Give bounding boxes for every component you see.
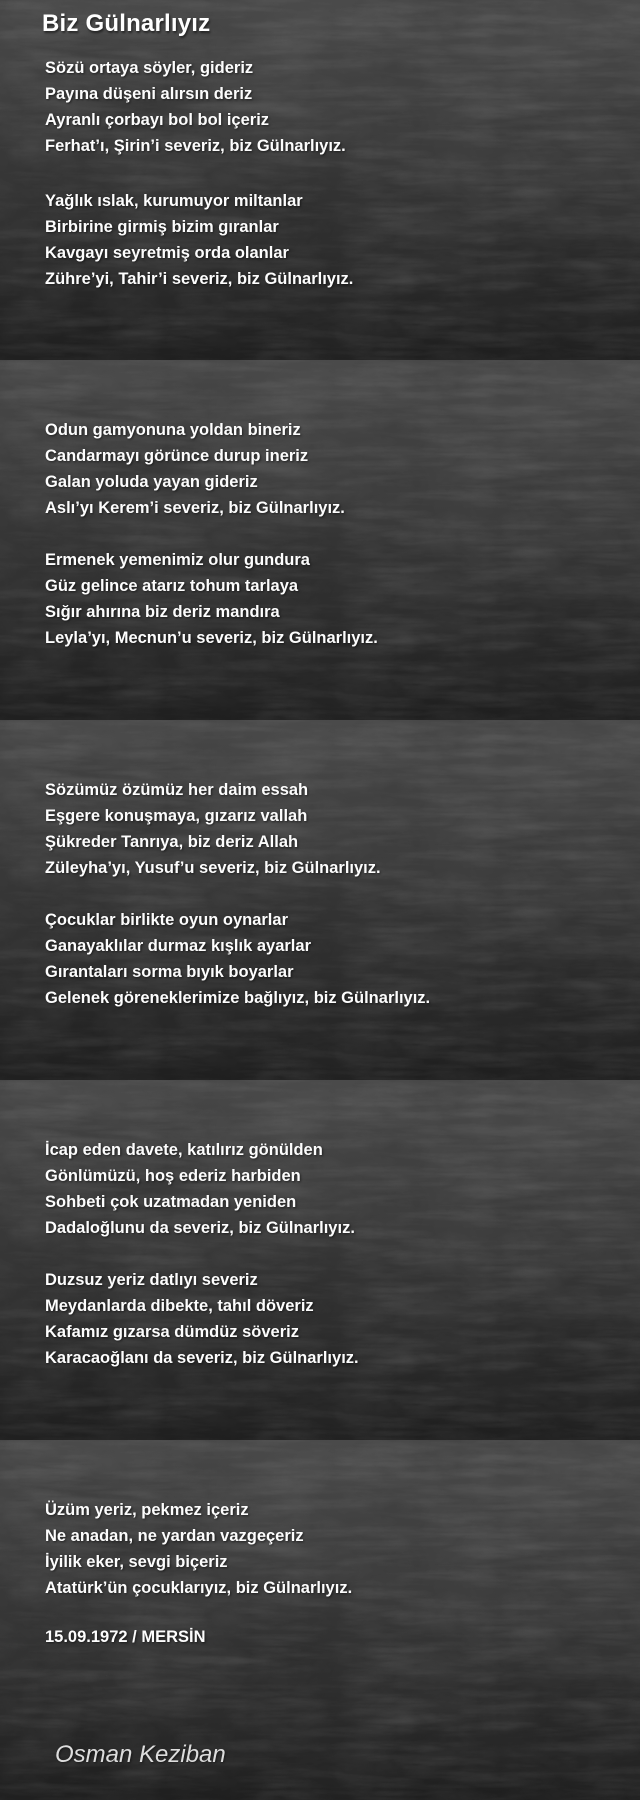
poem-line: Şükreder Tanrıya, biz deriz Allah <box>45 833 299 851</box>
author-signature: Osman Keziban <box>55 1741 226 1768</box>
poem-line: Züleyha’yı, Yusuf’u severiz, biz Gülnarlıyız. <box>45 859 381 877</box>
poem-line: Ferhat’ı, Şirin’i severiz, biz Gülnarlıyız. <box>45 137 346 155</box>
poem-line: Kavgayı seyretmiş orda olanlar <box>45 244 289 262</box>
poem-line: Güz gelince atarız tohum tarlaya <box>45 577 299 595</box>
poem-line: Aslı’yı Kerem’i severiz, biz Gülnarlıyız. <box>45 499 345 517</box>
poem-line: Sohbeti çok uzatmadan yeniden <box>45 1193 297 1211</box>
poem-line: Ganayaklılar durmaz kışlık ayarlar <box>45 937 311 955</box>
poem-line: Odun gamyonuna yoldan bineriz <box>45 421 301 439</box>
poem-line: Dadaloğlunu da severiz, biz Gülnarlıyız. <box>45 1219 355 1237</box>
date-location: 15.09.1972 / MERSİN <box>45 1628 206 1646</box>
poem-line: Birbirine girmiş bizim gıranlar <box>45 218 279 236</box>
poem-line: Duzsuz yeriz datlıyı severiz <box>45 1271 258 1289</box>
stanza-1 <box>45 55 625 159</box>
stanza-2 <box>45 188 625 292</box>
stanza-9 <box>45 1497 625 1601</box>
poem-line: Meydanlarda dibekte, tahıl döveriz <box>45 1297 314 1315</box>
poem-line: Payına düşeni alırsın deriz <box>45 85 253 103</box>
poem-line: Gırantaları sorma bıyık boyarlar <box>45 963 294 981</box>
stanza-6 <box>45 907 625 1011</box>
poem-line: Yağlık ıslak, kurumuyor miltanlar <box>45 192 303 210</box>
stanza-5 <box>45 777 625 881</box>
poem-line: Gelenek göreneklerimize bağlıyız, biz Gülnarlıyız. <box>45 989 431 1007</box>
poem-line: Sığır ahırına biz deriz mandıra <box>45 603 280 621</box>
poem-line: Karacaoğlanı da severiz, biz Gülnarlıyız. <box>45 1349 359 1367</box>
stanza-8 <box>45 1267 625 1371</box>
stanza-3 <box>45 417 625 521</box>
poem-line: Galan yoluda yayan gideriz <box>45 473 258 491</box>
poem-line: İyilik eker, sevgi biçeriz <box>45 1553 228 1571</box>
poem-line: Ayranlı çorbayı bol bol içeriz <box>45 111 270 129</box>
date-location-block <box>45 1624 625 1650</box>
stanza-4 <box>45 547 625 651</box>
poem-line: Çocuklar birlikte oyun oynarlar <box>45 911 288 929</box>
stanza-7 <box>45 1137 625 1241</box>
poem-line: Leyla’yı, Mecnun’u severiz, biz Gülnarlıyız. <box>45 629 378 647</box>
poem-line: İcap eden davete, katılırız gönülden <box>45 1141 323 1159</box>
poem-line: Eşgere konuşmaya, gızarız vallah <box>45 807 308 825</box>
poem-line: Atatürk’ün çocuklarıyız, biz Gülnarlıyız. <box>45 1579 353 1597</box>
poem-line: Kafamız gızarsa dümdüz söveriz <box>45 1323 299 1341</box>
poem-line: Gönlümüzü, hoş ederiz harbiden <box>45 1167 301 1185</box>
poem-line: Üzüm yeriz, pekmez içeriz <box>45 1501 249 1519</box>
poem-line: Sözü ortaya söyler, gideriz <box>45 59 254 77</box>
poem-line: Candarmayı görünce durup ineriz <box>45 447 309 465</box>
poem-line: Ne anadan, ne yardan vazgeçeriz <box>45 1527 304 1545</box>
poem-line: Sözümüz özümüz her daim essah <box>45 781 309 799</box>
poem-title: Biz Gülnarlıyız <box>42 10 211 37</box>
poem-line: Zühre’yi, Tahir’i severiz, biz Gülnarlıyız. <box>45 270 354 288</box>
poem-line: Ermenek yemenimiz olur gundura <box>45 551 310 569</box>
